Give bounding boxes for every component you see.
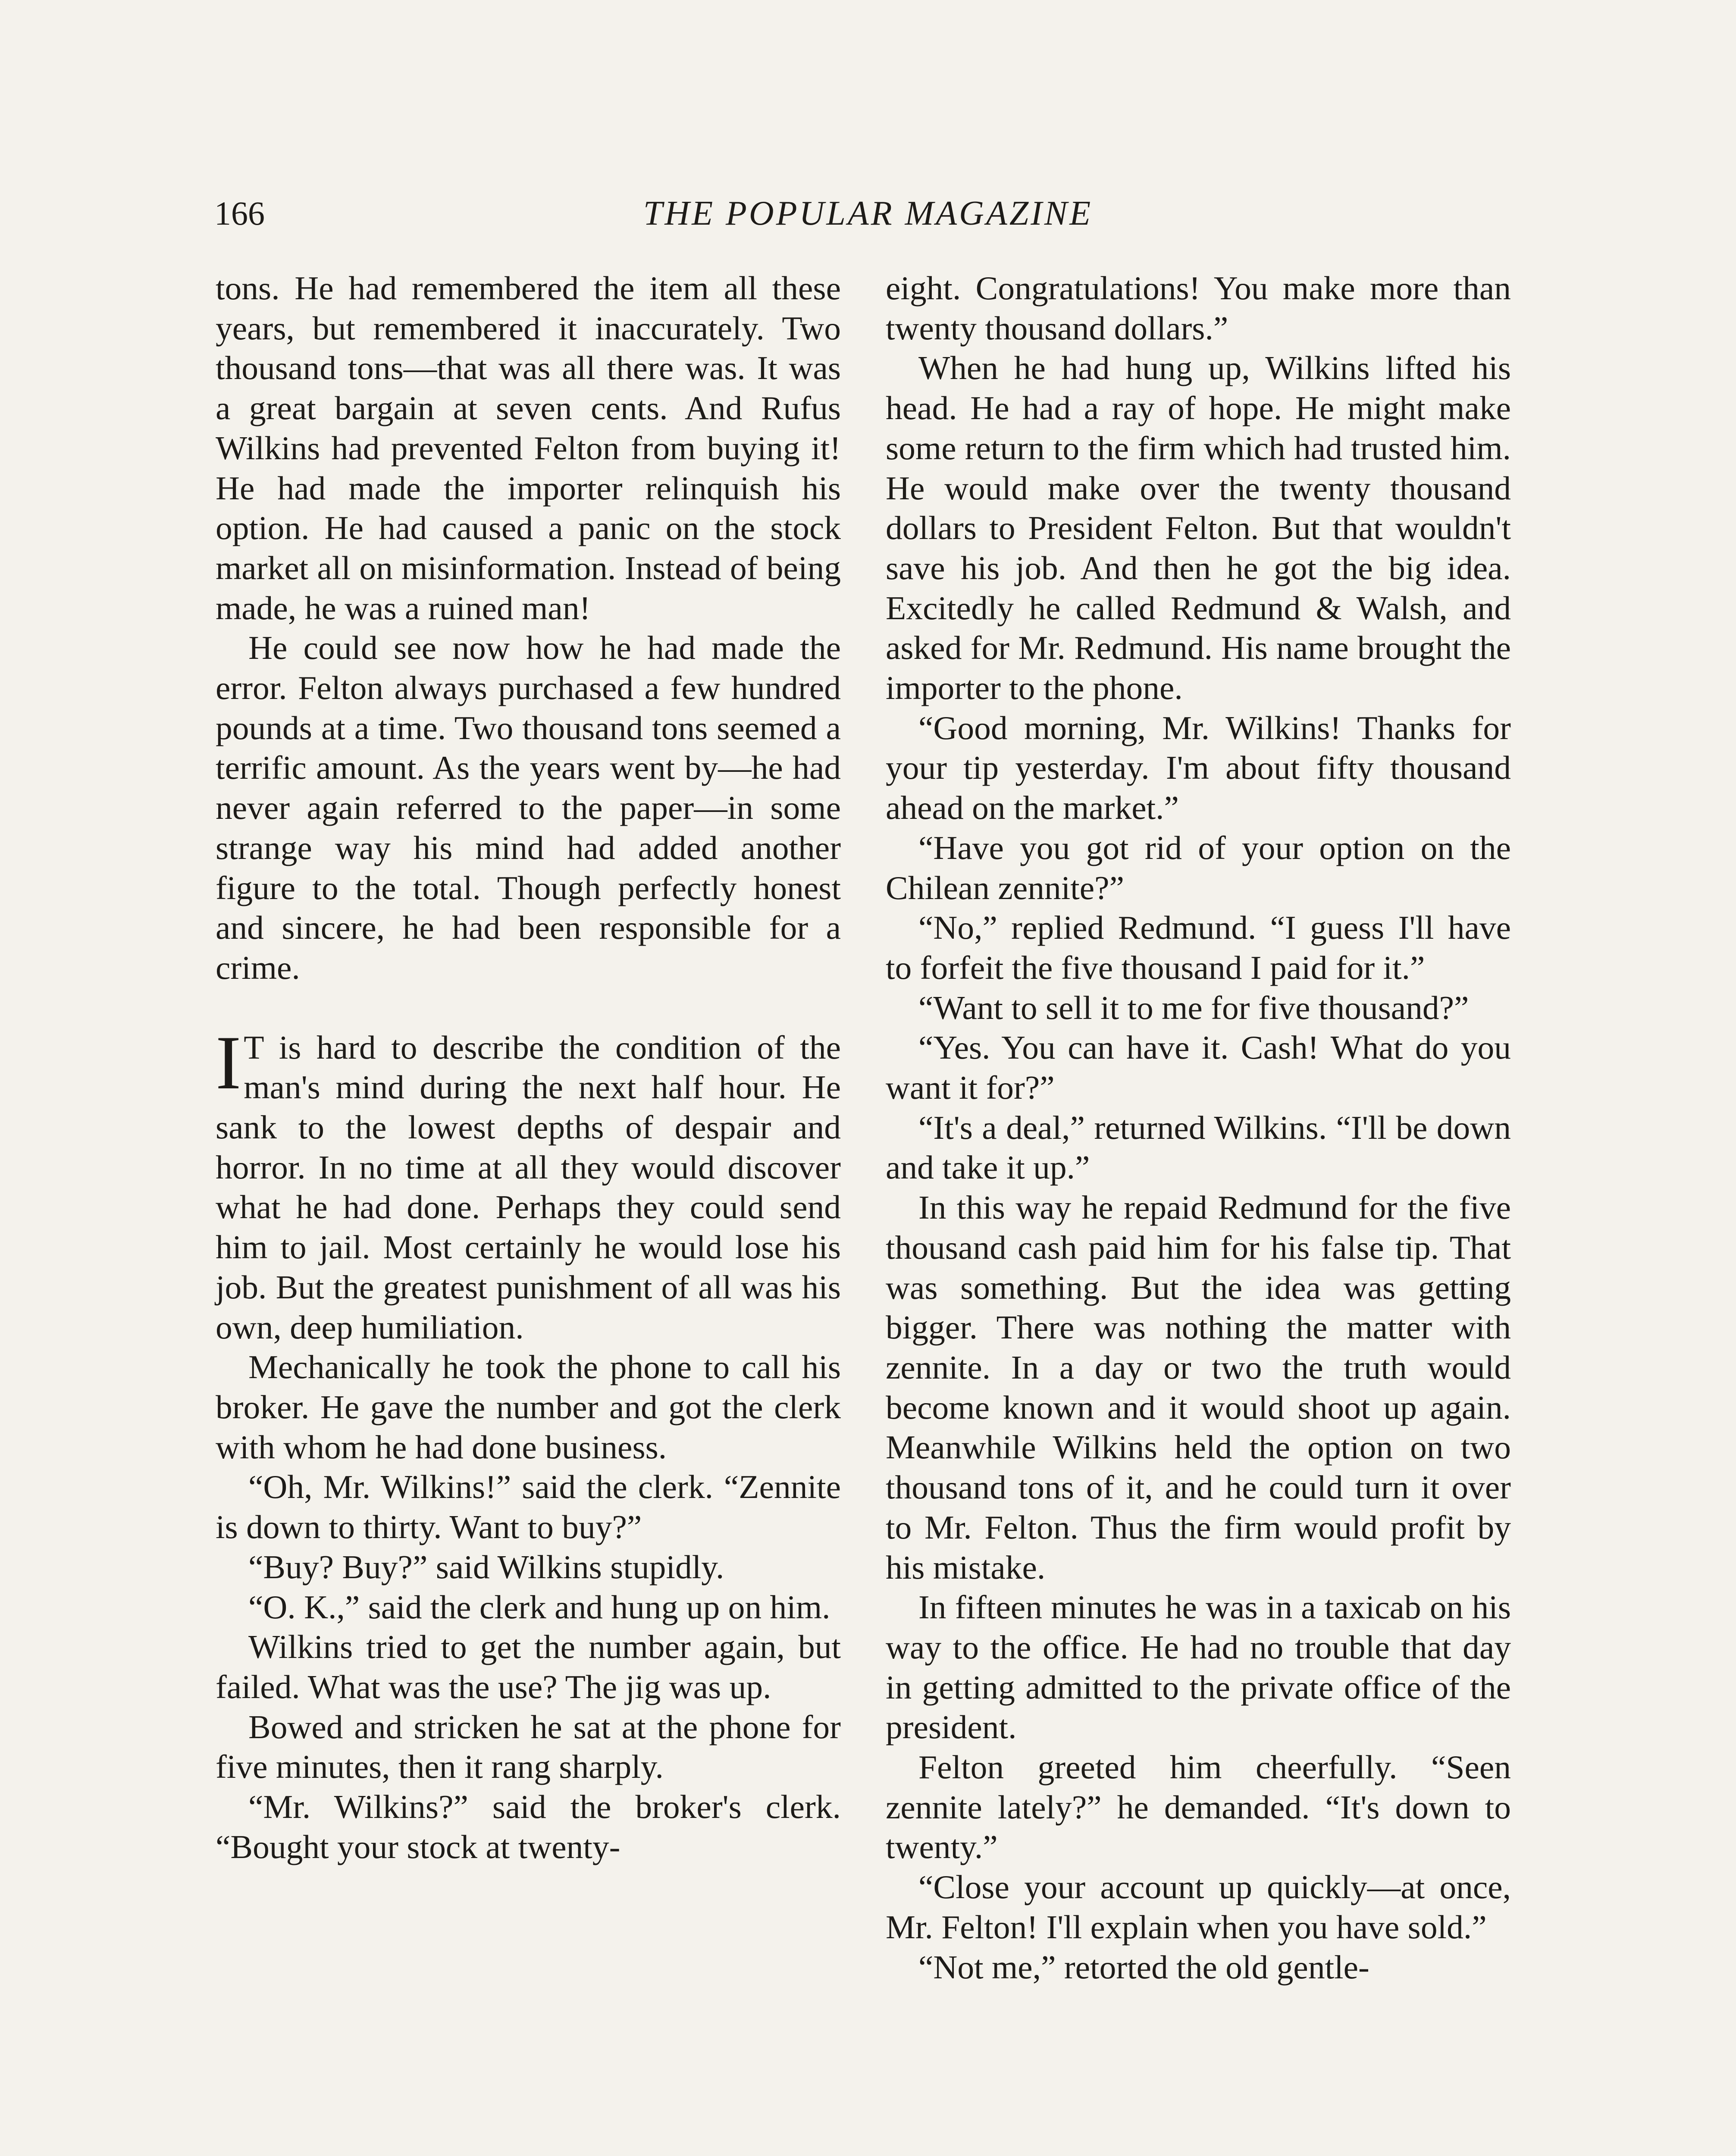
paragraph: “It's a deal,” returned Wilkins. “I'll be down and take it up.” bbox=[886, 1109, 1511, 1186]
paragraph: “Want to sell it to me for five thousand?” bbox=[918, 989, 1469, 1026]
paragraph: Bowed and stricken he sat at the phone for five minutes, then it rang sharply. bbox=[216, 1708, 841, 1786]
paragraph: In fifteen minutes he was in a taxicab on his way to the office. He had no trouble that day in getting admitted to the private office of the president. bbox=[886, 1589, 1511, 1746]
paragraph: tons. He had remembered the item all these years, but remembered it inaccurately. Two thousand tons—that was all there was. It was a great bargain at seven cents. And Rufus Wilkins had prevented Felton from buying it! He had made the importer relinquish his option. He had caused a panic on the stock market all on misinformation. Instead of being made, he was a ruined man! bbox=[216, 270, 841, 627]
section-opening-paragraph bbox=[216, 1019, 841, 1348]
paragraph: Mechanically he took the phone to call his broker. He gave the number and got the clerk with whom he had done business. bbox=[216, 1348, 841, 1466]
page-header bbox=[214, 190, 1522, 241]
paragraph: He could see now how he had made the error. Felton always purchased a few hundred pounds at a time. Two thousand tons seemed a terrific amount. As the years went by—he had never again referred to the paper—in some strange way his mind had added another figure to the total. Though perfectly honest and sincere, he had been responsible for a crime. bbox=[216, 629, 841, 986]
section-break bbox=[216, 988, 841, 1028]
paragraph: “Good morning, Mr. Wilkins! Thanks for your tip yesterday. I'm about fifty thousand ahead on the market.” bbox=[886, 709, 1511, 827]
paragraph: “O. K.,” said the clerk and hung up on him. bbox=[248, 1588, 830, 1626]
paragraph: “No,” replied Redmund. “I guess I'll have to forfeit the five thousand I paid for it.” bbox=[886, 909, 1511, 986]
left-column bbox=[216, 268, 841, 1867]
right-column bbox=[886, 268, 1511, 1987]
paragraph: “Mr. Wilkins?” said the broker's clerk. “Bought your stock at twenty- bbox=[216, 1788, 841, 1865]
paragraph: “Oh, Mr. Wilkins!” said the clerk. “Zennite is down to thirty. Want to buy?” bbox=[216, 1468, 841, 1546]
paragraph: When he had hung up, Wilkins lifted his head. He had a ray of hope. He might make some return to the firm which had trusted him. He would make over the twenty thousand dollars to President Felton. But that wouldn't save his job. And then he got the big idea. Excitedly he called Redmund & Walsh, and asked for Mr. Redmund. His name brought the importer to the phone. bbox=[886, 349, 1511, 707]
drop-cap: I bbox=[216, 1019, 241, 1105]
paragraph: Wilkins tried to get the number again, but failed. What was the use? The jig was up. bbox=[216, 1628, 841, 1705]
paragraph: “Not me,” retorted the old gentle- bbox=[918, 1948, 1369, 1986]
paragraph: In this way he repaid Redmund for the five thousand cash paid him for his false tip. That was something. But the idea was getting bigger. There was nothing the matter with zennite. In a day or two the truth would become known and it would shoot up again. Meanwhile Wilkins held the option on two thousand tons of it, and he could turn it over to Mr. Felton. Thus the firm would profit by his mistake. bbox=[886, 1189, 1511, 1586]
paragraph: “Have you got rid of your option on the Chilean zennite?” bbox=[886, 829, 1511, 906]
page-number: 166 bbox=[214, 194, 265, 232]
paragraph: “Close your account up quickly—at once, Mr. Felton! I'll explain when you have sold.” bbox=[886, 1868, 1511, 1946]
paragraph: Felton greeted him cheerfully. “Seen zennite lately?” he demanded. “It's down to twenty.” bbox=[886, 1749, 1511, 1866]
running-title: THE POPULAR MAGAZINE bbox=[643, 194, 1093, 232]
paragraph: “Buy? Buy?” said Wilkins stupidly. bbox=[248, 1548, 724, 1586]
paragraph: eight. Congratulations! You make more than twenty thousand dollars.” bbox=[886, 270, 1511, 347]
paragraph: “Yes. You can have it. Cash! What do you want it for?” bbox=[886, 1029, 1511, 1106]
section-opening-text: T is hard to describe the condition of the man's mind during the next half hour. He sank to the lowest depths of despair and horror. In no time at all they would discover what he had done. Perhaps they could send him to jail. Most certainly he would lose his job. But the greatest punishment of all was his own, deep humiliation. bbox=[216, 1028, 841, 1346]
